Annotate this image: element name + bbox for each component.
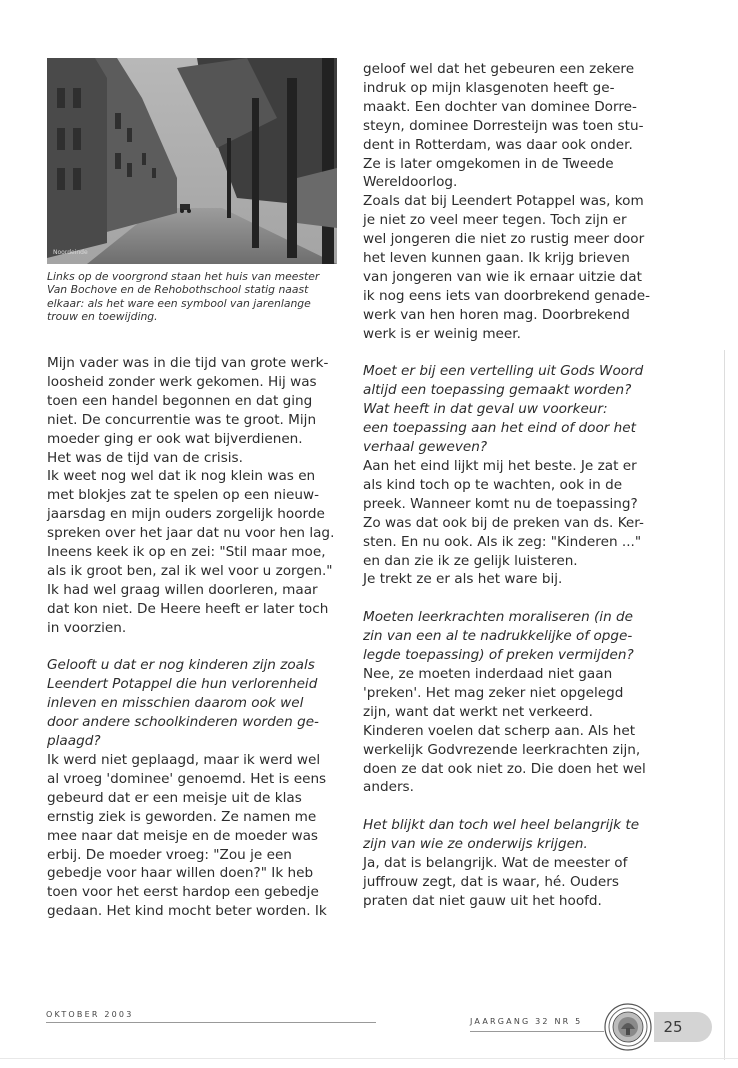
answer-1: Ik werd niet geplaagd, maar ik werd wel al vroeg 'dominee' genoemd. Het is eens gebeurd dat er een meisje uit de klas ernstig ziek is geworden. Ze namen me mee naar dat meisje en de moeder was erbij. De moeder vroeg: "Zou je een gebedje voor haar willen doen?" Ik heb toen voor het eerst hardop een gebedje gedaan. Het kind mocht beter worden. Ik <box>47 752 327 920</box>
footer-rule-left <box>46 1022 376 1023</box>
footer-volume: JAARGANG 32 NR 5 <box>470 1017 583 1026</box>
emblem-seal-icon <box>604 1003 652 1051</box>
page-bottom-line <box>0 1058 738 1059</box>
street-photo-image <box>47 58 337 264</box>
left-paragraph-1: Mijn vader was in die tijd van grote werk- loosheid zonder werk gekomen. Hij was toen een handel begonnen en dat ging niet. De concurrentie was te groot. Mijn moeder ging er ook wat bijverdienen. Het was de tijd van de crisis. Ik weet nog wel dat ik nog klein was en met blokjes zat te spelen op een nieuw- jaarsdag en mijn ouders zorgelijk hoorde spreken over het jaar dat nu voor hen lag. Ineens keek ik op en zei: "Stil maar moe, als ik groot ben, zal ik wel voor u zorgen." Ik had wel graag willen doorleren, maar dat kon niet. De Heere heeft er later toch in voorzien. <box>47 355 335 636</box>
question-3: Moeten leerkrachten moraliseren (in de zin van een al te nadrukkelijke of opge- legde toepassing) of preken vermijden? <box>363 609 634 664</box>
answer-2: Aan het eind lijkt mij het beste. Je zat er als kind toch op te wachten, ook in de preek. Wanneer komt nu de toepassing? Zo was dat ook bij de preken van ds. Ker- sten. En nu ook. Als ik zeg: "Kinderen ..." en dan zie ik ze gelijk luisteren. Je trekt ze er als het ware bij. <box>363 458 644 588</box>
page-number: 25 <box>663 1018 683 1036</box>
answer-4: Ja, dat is belangrijk. Wat de meester of juffrouw zegt, dat is waar, hé. Ouders praten dat niet gauw uit het hoofd. <box>363 855 628 909</box>
photo-caption <box>47 270 342 324</box>
page-edge-line <box>724 350 725 1060</box>
right-paragraph-1: geloof wel dat het gebeuren een zekere indruk op mijn klasgenoten heeft ge- maakt. Een dochter van dominee Dorre- steyn, dominee Dorresteijn was toen stu- dent in Rotterdam, was daar ook onder. Ze is later omgekomen in de Tweede Wereldoorlog. Zoals dat bij Leendert Potappel was, kom je niet zo veel meer tegen. Toch zijn er wel jongeren die niet zo rustig meer door het leven kunnen gaan. Ik krijg brieven van jongeren van wie ik ernaar uitzie dat ik nog eens iets van doorbrekend genade- werk van hen horen mag. Doorbrekend werk is er weinig meer. <box>363 61 651 342</box>
question-2: Moet er bij een vertelling uit Gods Woord altijd een toepassing gemaakt worden? Wat heeft in dat geval uw voorkeur: een toepassing aan het eind of door het verhaal geweven? <box>363 363 644 456</box>
question-1: Gelooft u dat er nog kinderen zijn zoals Leendert Potappel die hun verlorenheid inleven en misschien daarom ook wel door andere schoolkinderen worden ge- plaagd? <box>47 657 319 750</box>
street-photo <box>47 58 337 264</box>
right-column <box>363 60 663 911</box>
street-sign-label: Noordeinde <box>53 249 88 256</box>
caption-text: Links op de voorgrond staan het huis van meester Van Bochove en de Rehobothschool statig naast elkaar: als het ware een symbool van jarenlange trouw en toewijding. <box>47 270 320 324</box>
answer-3: Nee, ze moeten inderdaad niet gaan 'preken'. Het mag zeker niet opgelegd zijn, want dat werkt net verkeerd. Kinderen voelen dat scherp aan. Als het werkelijk Godvrezende leerkrachten zijn, doen ze dat ook niet zo. Die doen het wel anders. <box>363 665 646 796</box>
question-4: Het blijkt dan toch wel heel belangrijk te zijn van wie ze onderwijs krijgen. <box>363 817 640 853</box>
footer-rule-right <box>470 1031 604 1032</box>
left-column <box>47 354 347 921</box>
footer-date: OKTOBER 2003 <box>46 1010 134 1019</box>
